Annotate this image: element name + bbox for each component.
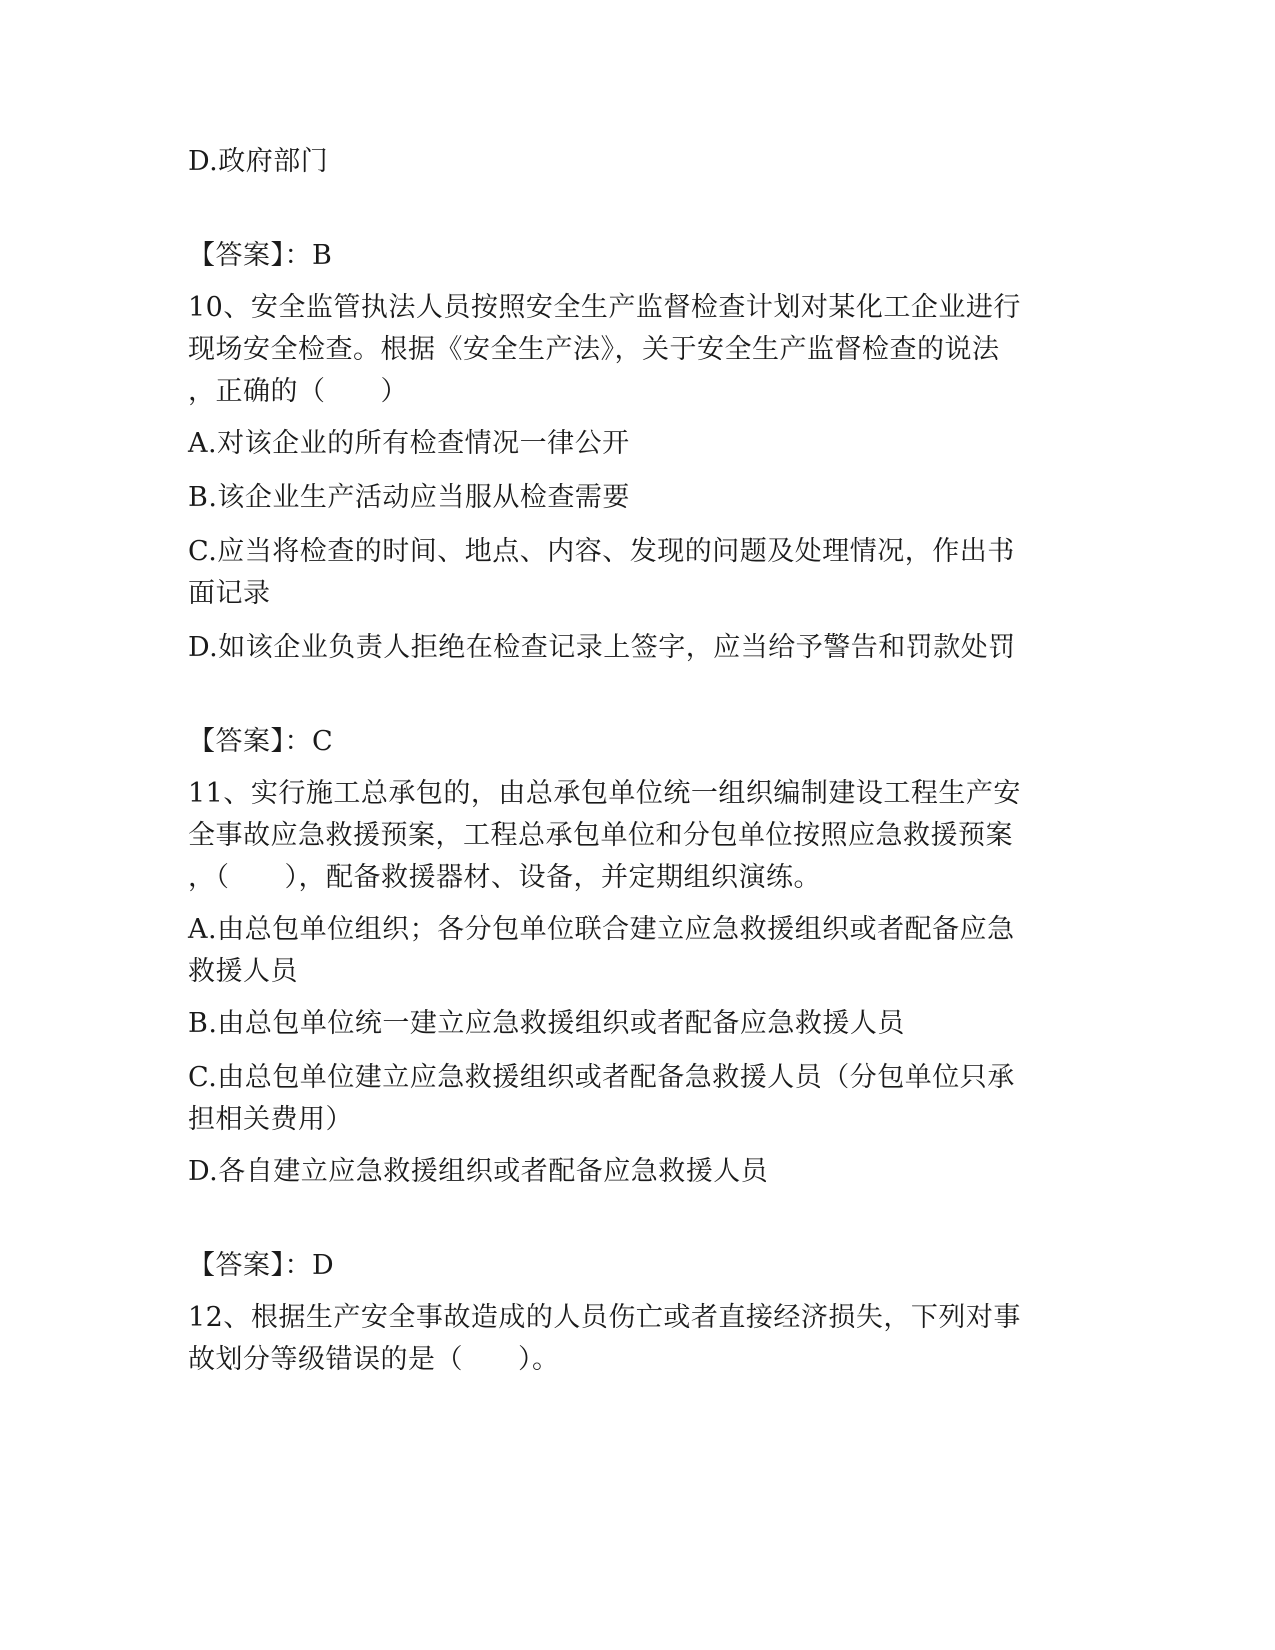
q11-stem-line-1: 11、实行施工总承包的，由总承包单位统一组织编制建设工程生产安 bbox=[188, 778, 1021, 809]
q11-stem-line-3: ，（ ），配备救援器材、设备，并定期组织演练。 bbox=[188, 862, 821, 893]
q11-answer: 【答案】：D bbox=[188, 1250, 335, 1281]
q10-option-b: B.该企业生产活动应当服从检查需要 bbox=[188, 482, 630, 513]
q11-option-c-line-2: 担相关费用） bbox=[188, 1104, 353, 1135]
q11-stem-line-2: 全事故应急救援预案，工程总承包单位和分包单位按照应急救援预案 bbox=[188, 820, 1013, 851]
q11-option-c-line-1: C.由总包单位建立应急救援组织或者配备急救援人员（分包单位只承 bbox=[188, 1062, 1015, 1093]
prev-answer: 【答案】：B bbox=[188, 240, 333, 271]
q11-option-b: B.由总包单位统一建立应急救援组织或者配备应急救援人员 bbox=[188, 1008, 905, 1039]
q11-option-a-line-1: A.由总包单位组织；各分包单位联合建立应急救援组织或者配备应急 bbox=[188, 914, 1015, 945]
q10-option-d: D.如该企业负责人拒绝在检查记录上签字，应当给予警告和罚款处罚 bbox=[188, 632, 1016, 663]
q12-stem-line-2: 故划分等级错误的是（ ）。 bbox=[188, 1344, 560, 1375]
q11-option-d: D.各自建立应急救援组织或者配备应急救援人员 bbox=[188, 1156, 769, 1187]
q11-option-a-line-2: 救援人员 bbox=[188, 956, 298, 987]
q10-stem-line-2: 现场安全检查。根据《安全生产法》，关于安全生产监督检查的说法 bbox=[188, 334, 1000, 365]
q10-stem-line-1: 10、安全监管执法人员按照安全生产监督检查计划对某化工企业进行 bbox=[188, 292, 1021, 323]
q12-stem-line-1: 12、根据生产安全事故造成的人员伤亡或者直接经济损失，下列对事 bbox=[188, 1302, 1021, 1333]
q10-option-c-line-2: 面记录 bbox=[188, 578, 271, 609]
q10-stem-line-3: ，正确的（ ） bbox=[188, 376, 408, 407]
q10-answer: 【答案】：C bbox=[188, 726, 334, 757]
prev-option-d: D.政府部门 bbox=[188, 146, 329, 177]
q10-option-a: A.对该企业的所有检查情况一律公开 bbox=[188, 428, 630, 459]
q10-option-c-line-1: C.应当将检查的时间、地点、内容、发现的问题及处理情况，作出书 bbox=[188, 536, 1015, 567]
